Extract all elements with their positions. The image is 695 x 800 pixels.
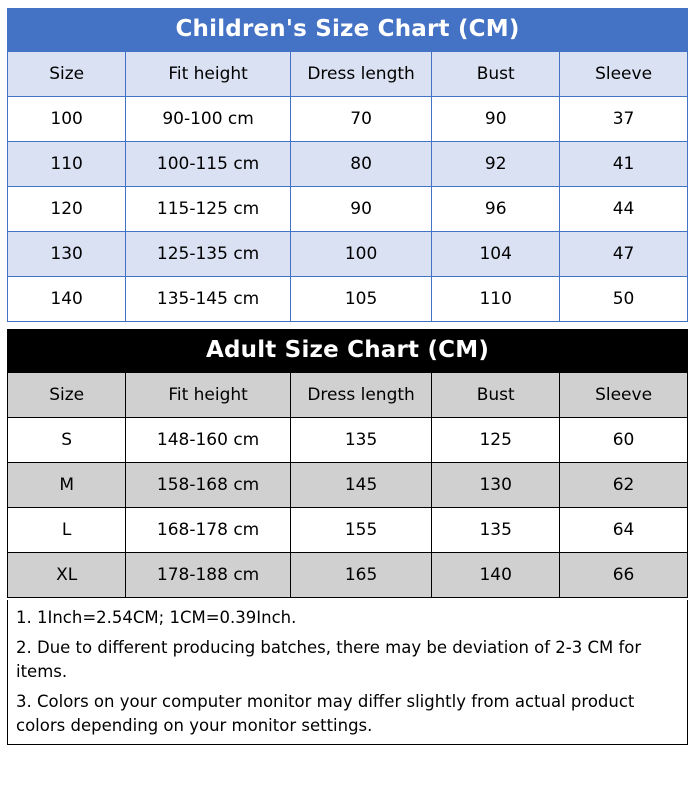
cell-size: L: [8, 508, 126, 553]
table-header-row: [8, 52, 688, 97]
children-size-chart: [7, 8, 688, 322]
note-item: 3. Colors on your computer monitor may differ slightly from actual product colors depending on your monitor settings.: [16, 692, 635, 735]
cell-fit-height: 135-145 cm: [126, 277, 291, 322]
cell-fit-height: 125-135 cm: [126, 232, 291, 277]
table-row: [8, 463, 688, 508]
cell-size: XL: [8, 553, 126, 598]
column-header-size: Size: [8, 52, 126, 97]
column-header-dress-length: Dress length: [290, 52, 431, 97]
cell-fit-height: 115-125 cm: [126, 187, 291, 232]
table-row: [8, 277, 688, 322]
cell-sleeve: 41: [560, 142, 688, 187]
column-header-size: Size: [8, 373, 126, 418]
cell-sleeve: 44: [560, 187, 688, 232]
table-row: [8, 187, 688, 232]
cell-bust: 135: [432, 508, 560, 553]
cell-bust: 130: [432, 463, 560, 508]
cell-fit-height: 158-168 cm: [126, 463, 291, 508]
section-divider: [7, 322, 688, 329]
cell-bust: 110: [432, 277, 560, 322]
cell-dress-length: 70: [290, 97, 431, 142]
column-header-fit-height: Fit height: [126, 373, 291, 418]
children-chart-table: [7, 51, 688, 322]
cell-size: S: [8, 418, 126, 463]
column-header-sleeve: Sleeve: [560, 373, 688, 418]
table-row: [8, 232, 688, 277]
cell-bust: 140: [432, 553, 560, 598]
cell-size: 100: [8, 97, 126, 142]
table-row: [8, 418, 688, 463]
cell-bust: 96: [432, 187, 560, 232]
adult-size-chart: [7, 329, 688, 598]
column-header-bust: Bust: [432, 52, 560, 97]
cell-sleeve: 60: [560, 418, 688, 463]
cell-sleeve: 62: [560, 463, 688, 508]
cell-size: M: [8, 463, 126, 508]
table-row: [8, 142, 688, 187]
cell-sleeve: 50: [560, 277, 688, 322]
column-header-fit-height: Fit height: [126, 52, 291, 97]
cell-dress-length: 90: [290, 187, 431, 232]
cell-dress-length: 100: [290, 232, 431, 277]
cell-size: 120: [8, 187, 126, 232]
column-header-dress-length: Dress length: [290, 373, 431, 418]
cell-fit-height: 168-178 cm: [126, 508, 291, 553]
cell-sleeve: 64: [560, 508, 688, 553]
cell-sleeve: 47: [560, 232, 688, 277]
table-row: [8, 508, 688, 553]
cell-size: 140: [8, 277, 126, 322]
cell-sleeve: 66: [560, 553, 688, 598]
cell-size: 130: [8, 232, 126, 277]
cell-bust: 104: [432, 232, 560, 277]
table-row: [8, 553, 688, 598]
cell-fit-height: 90-100 cm: [126, 97, 291, 142]
cell-bust: 92: [432, 142, 560, 187]
cell-dress-length: 105: [290, 277, 431, 322]
column-header-bust: Bust: [432, 373, 560, 418]
column-header-sleeve: Sleeve: [560, 52, 688, 97]
cell-dress-length: 145: [290, 463, 431, 508]
note-item: 1. 1Inch=2.54CM; 1CM=0.39Inch.: [16, 608, 297, 627]
adult-chart-title: Adult Size Chart (CM): [7, 329, 688, 372]
notes-section: [7, 600, 688, 745]
cell-bust: 90: [432, 97, 560, 142]
table-header-row: [8, 373, 688, 418]
cell-fit-height: 178-188 cm: [126, 553, 291, 598]
cell-fit-height: 148-160 cm: [126, 418, 291, 463]
cell-dress-length: 155: [290, 508, 431, 553]
cell-dress-length: 165: [290, 553, 431, 598]
cell-sleeve: 37: [560, 97, 688, 142]
note-item: 2. Due to different producing batches, there may be deviation of 2-3 CM for items.: [16, 638, 642, 681]
children-chart-title: Children's Size Chart (CM): [7, 8, 688, 51]
cell-bust: 125: [432, 418, 560, 463]
adult-chart-table: [7, 372, 688, 598]
table-row: [8, 97, 688, 142]
cell-size: 110: [8, 142, 126, 187]
cell-dress-length: 80: [290, 142, 431, 187]
cell-dress-length: 135: [290, 418, 431, 463]
cell-fit-height: 100-115 cm: [126, 142, 291, 187]
